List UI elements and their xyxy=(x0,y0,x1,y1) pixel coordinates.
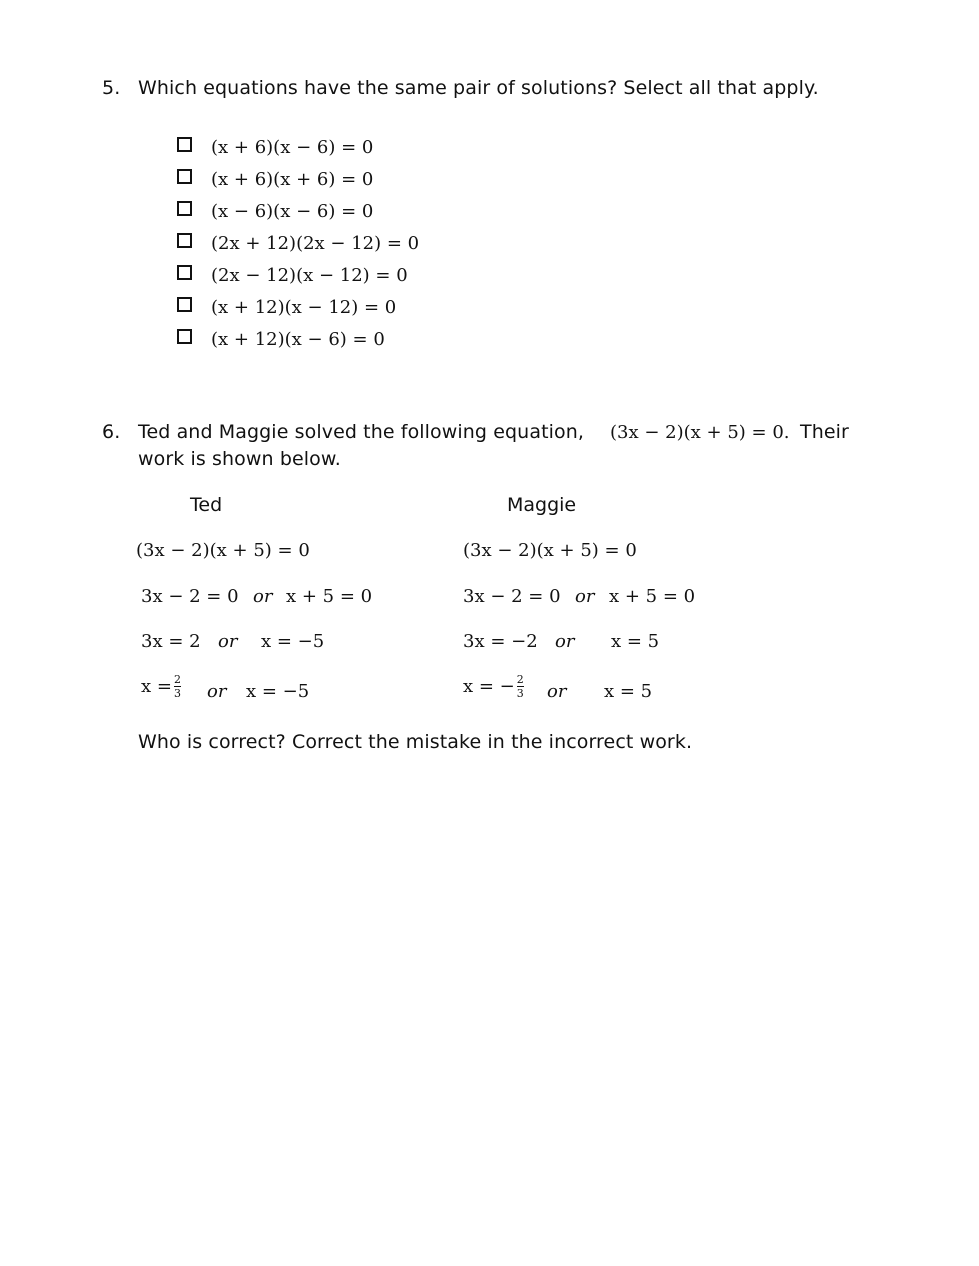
maggie-step-4-prefix: x = − xyxy=(463,676,515,697)
option-6-checkbox[interactable] xyxy=(177,297,192,312)
option-1-label: (x + 6)(x − 6) = 0 xyxy=(211,137,374,158)
q6-number: 6. xyxy=(102,421,121,443)
option-4-checkbox[interactable] xyxy=(177,233,192,248)
maggie-step-3a: 3x = −2 xyxy=(463,631,538,652)
option-6-label: (x + 12)(x − 12) = 0 xyxy=(211,297,397,318)
option-7-label: (x + 12)(x − 6) = 0 xyxy=(211,329,385,350)
maggie-step-3-or: or xyxy=(555,631,575,652)
option-1-checkbox[interactable] xyxy=(177,137,192,152)
maggie-fraction-denominator: 3 xyxy=(516,687,524,700)
ted-step-3-or: or xyxy=(218,631,238,652)
q6-prompt-line2: work is shown below. xyxy=(138,448,341,470)
ted-fraction-denominator: 3 xyxy=(173,687,181,700)
q6-prompt-equation: (3x − 2)(x + 5) = 0. xyxy=(610,422,790,443)
option-2-label: (x + 6)(x + 6) = 0 xyxy=(211,169,374,190)
ted-step-4-prefix: x = xyxy=(141,676,172,697)
maggie-fraction-numerator: 2 xyxy=(516,673,524,686)
q5-number: 5. xyxy=(102,77,121,99)
q5-prompt: Which equations have the same pair of solutions? Select all that apply. xyxy=(138,77,819,99)
q6-prompt-start: Ted and Maggie solved the following equation, xyxy=(138,421,584,443)
ted-step-2b: x + 5 = 0 xyxy=(286,586,373,607)
option-4-label: (2x + 12)(2x − 12) = 0 xyxy=(211,233,420,254)
maggie-step-1: (3x − 2)(x + 5) = 0 xyxy=(463,540,637,561)
option-3-checkbox[interactable] xyxy=(177,201,192,216)
option-3-label: (x − 6)(x − 6) = 0 xyxy=(211,201,374,222)
ted-fraction xyxy=(174,674,181,700)
q6-followup: Who is correct? Correct the mistake in the incorrect work. xyxy=(138,731,693,753)
maggie-step-4b: x = 5 xyxy=(604,681,653,702)
ted-step-2-or: or xyxy=(253,586,273,607)
maggie-heading: Maggie xyxy=(507,494,577,516)
maggie-step-2a: 3x − 2 = 0 xyxy=(463,586,561,607)
maggie-step-2-or: or xyxy=(575,586,595,607)
option-5-label: (2x − 12)(x − 12) = 0 xyxy=(211,265,408,286)
maggie-fraction xyxy=(517,674,524,700)
maggie-step-4a xyxy=(463,674,526,700)
ted-heading: Ted xyxy=(190,494,223,516)
option-5-checkbox[interactable] xyxy=(177,265,192,280)
maggie-step-2b: x + 5 = 0 xyxy=(609,586,696,607)
ted-step-4b: x = −5 xyxy=(246,681,310,702)
ted-step-3a: 3x = 2 xyxy=(141,631,201,652)
ted-fraction-numerator: 2 xyxy=(173,673,181,686)
option-7-checkbox[interactable] xyxy=(177,329,192,344)
maggie-step-4-or: or xyxy=(547,681,567,702)
ted-step-4a xyxy=(141,674,183,700)
ted-step-2a: 3x − 2 = 0 xyxy=(141,586,239,607)
option-2-checkbox[interactable] xyxy=(177,169,192,184)
ted-step-3b: x = −5 xyxy=(261,631,325,652)
maggie-step-3b: x = 5 xyxy=(611,631,660,652)
ted-step-1: (3x − 2)(x + 5) = 0 xyxy=(136,540,310,561)
ted-step-4-or: or xyxy=(207,681,227,702)
q6-prompt-their: Their xyxy=(800,421,849,443)
